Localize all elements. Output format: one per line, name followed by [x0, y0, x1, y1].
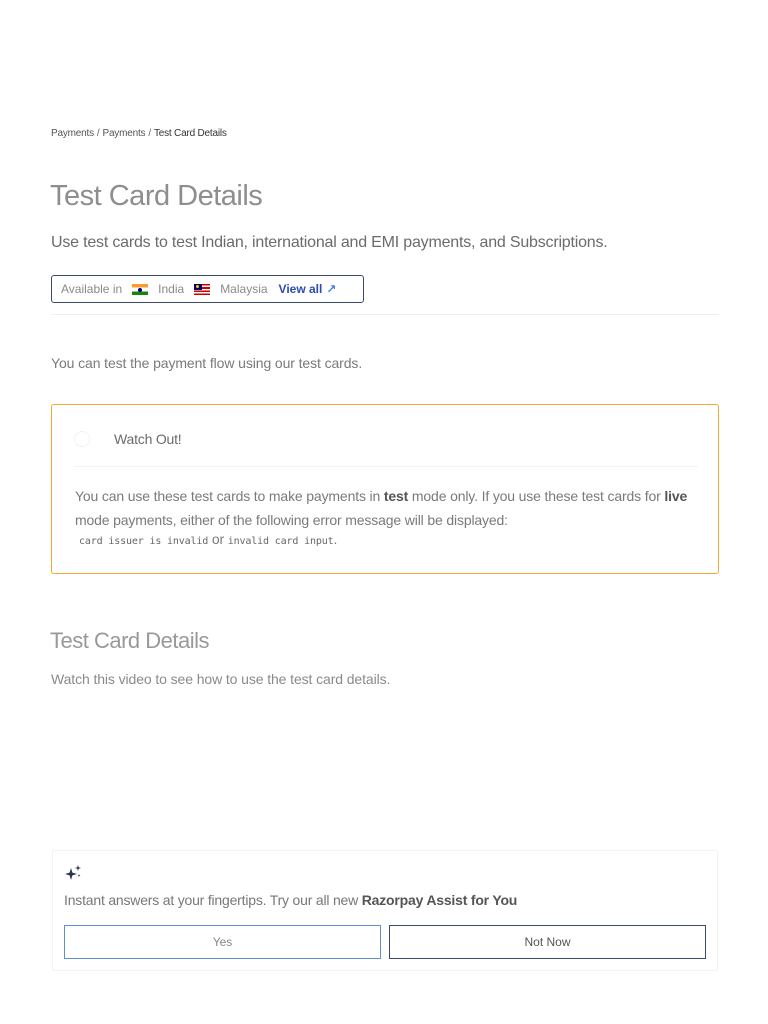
page-subtitle: Use test cards to test Indian, international and EMI payments, and Subscriptions.	[51, 234, 608, 251]
assist-brand: Razorpay Assist for You	[361, 892, 518, 908]
not-now-button[interactable]: Not Now	[389, 925, 706, 959]
assist-text-lead: Instant answers at your fingertips. Try our all new	[64, 892, 362, 908]
availability-label: Available in	[61, 282, 123, 296]
malaysia-flag-icon	[194, 284, 210, 295]
error-code-1: card issuer is invalid	[79, 536, 209, 547]
assist-prompt	[52, 850, 718, 971]
india-flag-icon	[132, 284, 148, 295]
callout-error-codes	[75, 532, 705, 549]
watch-out-callout	[51, 404, 719, 574]
view-all-link[interactable]	[279, 282, 337, 296]
callout-strong-test: test	[383, 488, 409, 504]
breadcrumb-separator: /	[148, 128, 151, 139]
country-india: India	[158, 282, 185, 296]
breadcrumb-item-payments-2[interactable]: Payments	[102, 128, 146, 139]
breadcrumb	[51, 128, 227, 139]
callout-or: or	[208, 531, 228, 547]
divider	[51, 314, 719, 315]
breadcrumb-current: Test Card Details	[153, 128, 227, 139]
yes-button[interactable]: Yes	[64, 925, 381, 959]
callout-header	[74, 431, 182, 447]
section-title: Test Card Details	[50, 628, 210, 653]
callout-divider	[74, 466, 698, 467]
callout-body	[75, 484, 705, 549]
external-link-icon: ↗	[326, 282, 337, 296]
breadcrumb-separator: /	[96, 128, 100, 139]
breadcrumb-item-payments[interactable]: Payments	[51, 128, 94, 139]
warning-icon	[74, 431, 90, 447]
assist-text	[64, 892, 517, 908]
error-code-2: invalid card input	[227, 536, 334, 547]
country-malaysia: Malaysia	[220, 282, 268, 296]
callout-text: mode payments, either of the following error message will be displayed:	[75, 512, 508, 528]
section-description: Watch this video to see how to use the test card details.	[51, 671, 391, 687]
callout-period: .	[333, 531, 338, 547]
page-title: Test Card Details	[50, 180, 263, 212]
sparkle-icon	[64, 863, 84, 883]
callout-title: Watch Out!	[114, 431, 182, 447]
callout-strong-live: live	[664, 488, 688, 504]
callout-text: mode only. If you use these test cards for	[408, 488, 665, 504]
callout-text: You can use these test cards to make payments in	[75, 488, 384, 504]
availability-badge	[51, 275, 364, 303]
view-all-label: View all	[278, 282, 323, 296]
intro-text: You can test the payment flow using our test cards.	[51, 355, 363, 371]
